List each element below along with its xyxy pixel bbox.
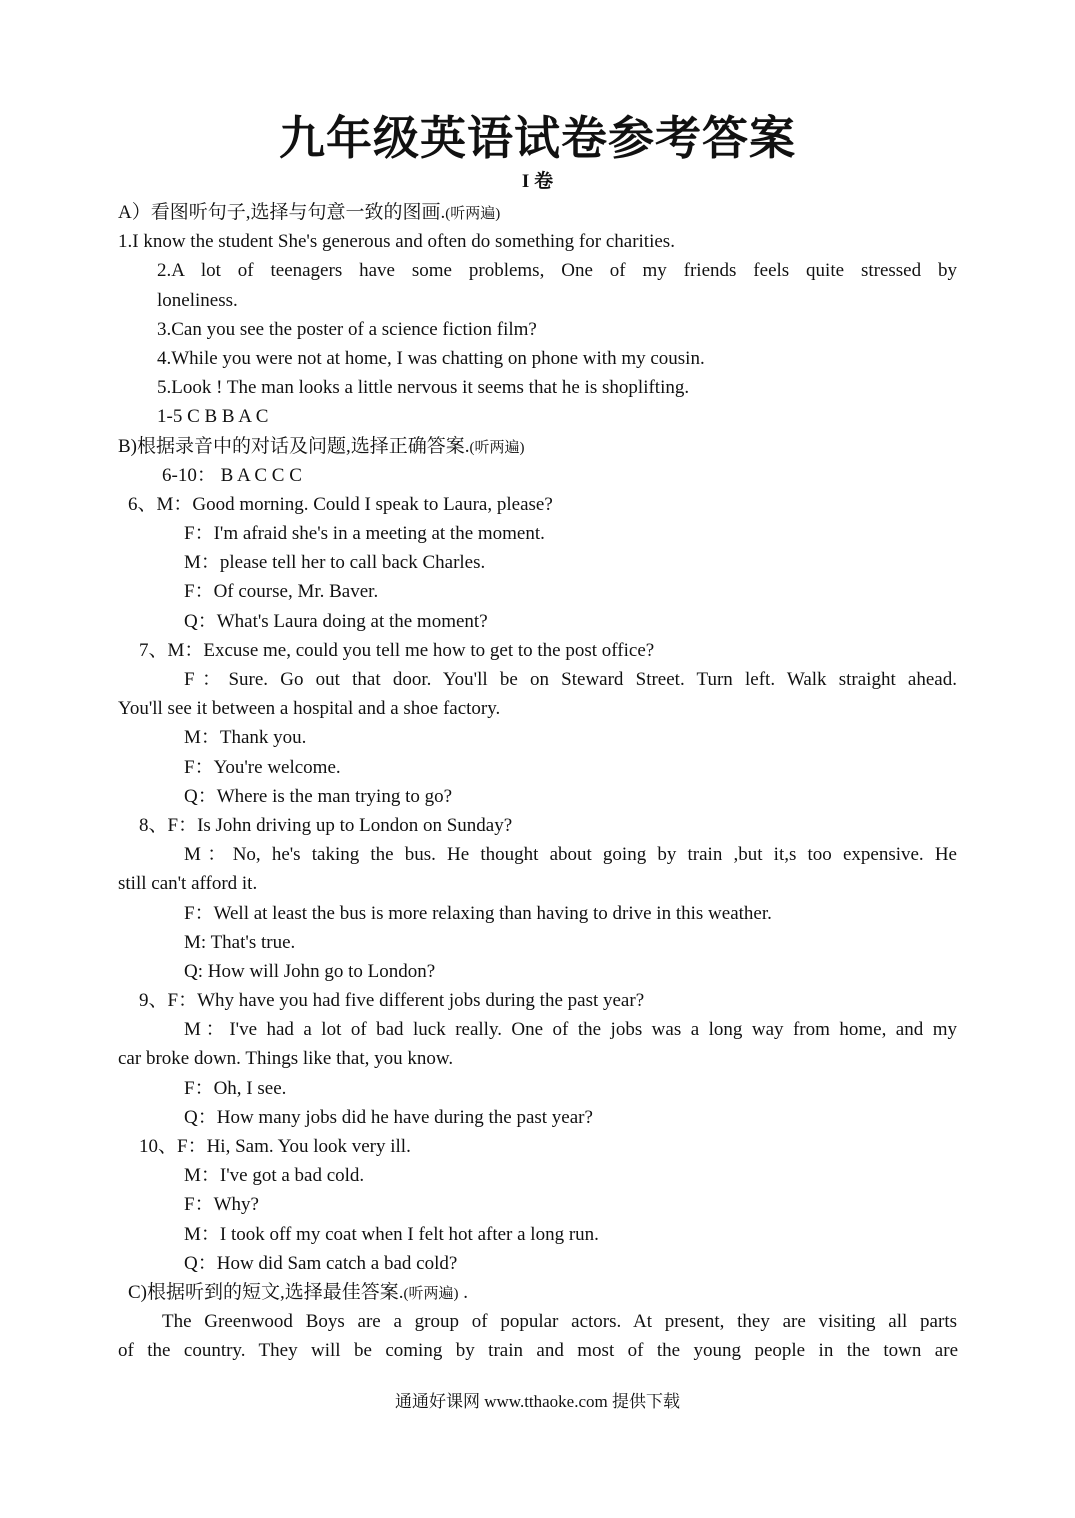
text-line [0,1336,958,1365]
line-text: F：Sure. Go out that door. You'll be on Steward Street. Turn left. Walk straight ahead. [184,669,957,690]
line-text: 1-5 C B B A C [157,406,269,428]
text-line [0,315,957,344]
line-text: loneliness. [157,289,238,311]
line-text: The Greenwood Boys are a group of popular actors. At present, they are visiting all parts [162,1311,957,1333]
line-text: M：I took off my coat when I felt hot after a long run. [184,1223,599,1245]
text-line [0,928,957,957]
page-subtitle: I 卷 [521,171,554,192]
line-text: 3.Can you see the poster of a science fiction film? [157,318,537,340]
text-line [0,1161,957,1190]
line-text: M：No, he's taking the bus. He thought about going by train ,but it,s too expensive. He [184,844,957,866]
line-text: Q：What's Laura doing at the moment? [184,610,488,632]
text-line [0,1249,957,1278]
text-line [0,548,957,577]
line-text: F：Well at least the bus is more relaxing than having to drive in this weather. [184,902,772,924]
text-line [0,811,957,840]
text-line [0,753,957,782]
line-text: 7、M：Excuse me, could you tell me how to get to the post office? [139,639,655,661]
text-line [0,1103,957,1132]
line-text: of the country. They will be coming by train and most of the young people in the town are [118,1340,958,1362]
text-line [0,957,957,986]
text-line [0,344,957,373]
line-text: 5.Look ! The man looks a little nervous it seems that he is shoplifting. [157,377,690,399]
line-text: F：Of course, Mr. Baver. [184,581,379,603]
line-text: 10、F：Hi, Sam. You look very ill. [139,1136,411,1157]
line-note: (听两遍) [445,206,501,222]
text-line [0,1132,957,1161]
text-line [0,461,957,490]
line-text: M：please tell her to call back Charles. [184,552,486,574]
line-text: 9、F：Why have you had five different jobs during the past year? [139,990,645,1012]
text-line [0,256,957,285]
line-text: Q：Where is the man trying to go? [184,785,453,807]
text-line [0,723,957,752]
line-text: F：I'm afraid she's in a meeting at the moment. [184,523,545,545]
text-line [0,636,957,665]
text-line [0,1044,958,1073]
line-text: 2.A lot of teenagers have some problems, One of my friends feels quite stressed by [157,260,957,282]
line-text: M：I've had a lot of bad luck really. One of the jobs was a long way from home, and my [184,1019,957,1041]
text-line [0,490,957,519]
text-line [0,607,957,636]
page-footer: 通通好课网 www.tthaoke.com 提供下载 [394,1392,681,1411]
text-line [0,1278,957,1307]
text-line [0,432,958,461]
line-text: car broke down. Things like that, you know. [118,1048,454,1070]
line-text: You'll see it between a hospital and a shoe factory. [118,698,501,720]
line-text: 6-10： B A C C C [162,464,302,486]
text-line [0,286,957,315]
line-text: still can't afford it. [118,873,258,895]
text-line [0,869,958,898]
text-line [0,577,957,606]
text-line [0,1220,957,1249]
text-line [0,694,958,723]
line-text: Q：How many jobs did he have during the past year? [184,1106,593,1128]
text-line [0,198,958,227]
text-line [0,519,957,548]
line-text: 1.I know the student She's generous and often do something for charities. [118,231,675,253]
line-text: Q：How did Sam catch a bad cold? [184,1252,458,1274]
page-title: 九年级英语试卷参考答案 [279,111,796,165]
line-text: F：Why? [184,1194,259,1216]
line-text: 6、M：Good morning. Could I speak to Laura, please? [128,493,553,515]
line-text: A）看图听句子,选择与句意一致的图画. [118,202,446,223]
line-tail: . [458,1281,469,1303]
line-note: (听两遍) [469,439,525,456]
line-text: M：Thank you. [184,727,307,749]
line-text: M: That's true. [184,931,296,953]
text-line [0,227,958,256]
text-line [0,1190,957,1219]
line-text: F：You're welcome. [184,756,341,778]
text-line [0,782,957,811]
line-text: C)根据听到的短文,选择最佳答案. [128,1281,404,1303]
text-line [0,986,957,1015]
document-body [0,198,1075,1366]
text-line [0,1074,957,1103]
line-note: (听两遍) [403,1285,459,1302]
text-line [0,373,957,402]
line-text: Q: How will John go to London? [184,960,436,982]
text-line [0,665,957,694]
text-line [0,1307,957,1336]
line-text: B)根据录音中的对话及问题,选择正确答案. [118,435,470,457]
line-text: F：Oh, I see. [184,1077,287,1099]
text-line [0,1015,957,1044]
line-text: 8、F：Is John driving up to London on Sunday? [139,814,513,836]
line-text: 4.While you were not at home, I was chatting on phone with my cousin. [157,347,705,369]
line-text: M：I've got a bad cold. [184,1165,365,1187]
text-line [0,402,957,431]
text-line [0,840,957,869]
text-line [0,899,957,928]
